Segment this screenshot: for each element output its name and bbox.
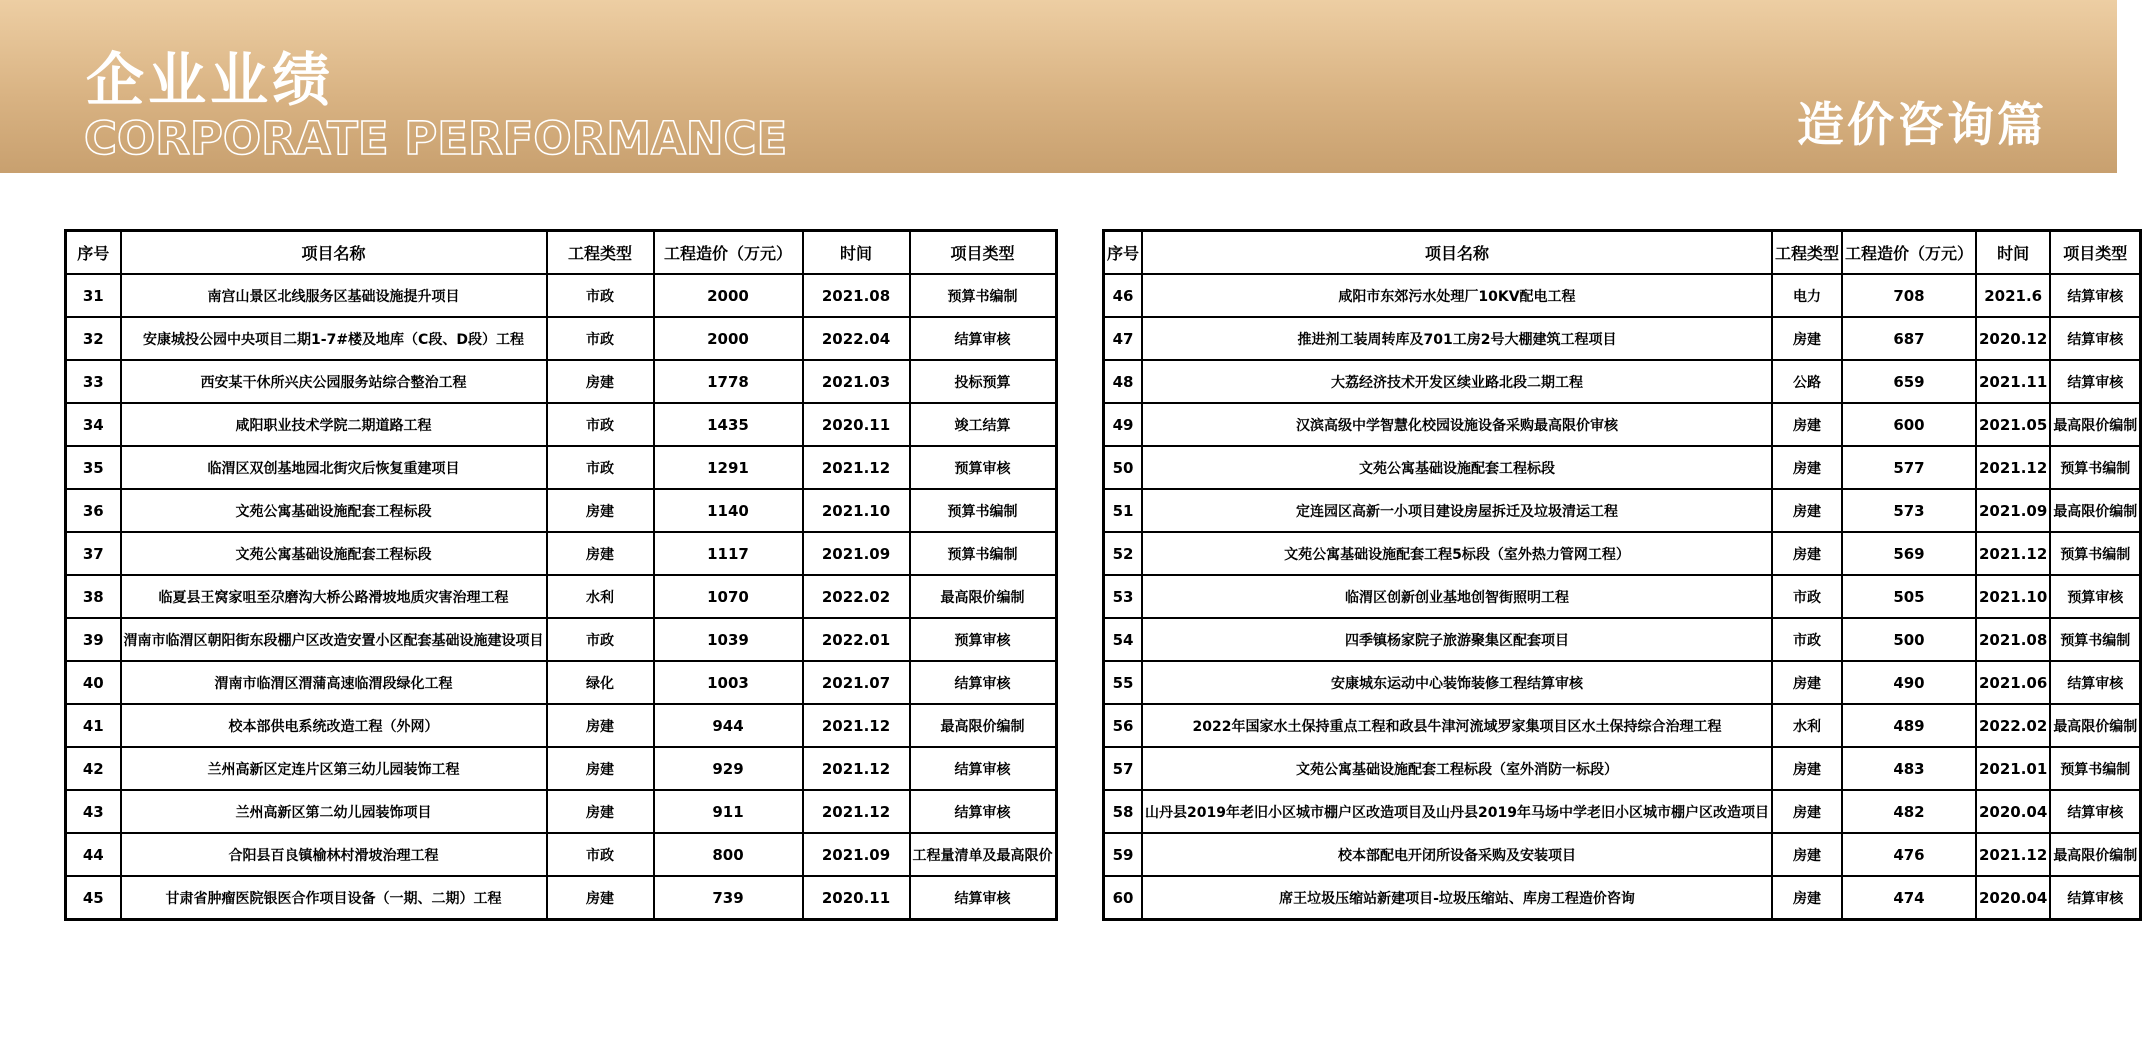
seq-cell: 35 [66,446,121,489]
date-cell: 2021.6 [1976,274,2050,317]
cost-cell: 708 [1842,274,1976,317]
seq-cell: 50 [1104,446,1143,489]
project-type-cell: 结算审核 [910,747,1057,790]
project-type-cell: 预算书编制 [910,532,1057,575]
table-row [1104,790,2141,833]
project-name-cell: 安康城东运动中心装饰装修工程结算审核 [1142,661,1772,704]
project-type-cell: 投标预算 [910,360,1057,403]
column-header-project-name: 项目名称 [121,231,547,275]
project-name-cell: 定连园区高新一小项目建设房屋拆迁及垃圾清运工程 [1142,489,1772,532]
project-type-cell: 结算审核 [2050,274,2141,317]
date-cell: 2021.05 [1976,403,2050,446]
cost-cell: 483 [1842,747,1976,790]
project-name-cell: 文苑公寓基础设施配套工程标段（室外消防一标段） [1142,747,1772,790]
engineering-type-cell: 房建 [547,704,654,747]
cost-cell: 600 [1842,403,1976,446]
project-type-cell: 预算书编制 [910,274,1057,317]
date-cell: 2021.10 [803,489,910,532]
project-name-cell: 咸阳职业技术学院二期道路工程 [121,403,547,446]
cost-cell: 474 [1842,876,1976,920]
project-name-cell: 临夏县王窝家咀至尕磨沟大桥公路滑坡地质灾害治理工程 [121,575,547,618]
table-row [1104,575,2141,618]
column-header-project-type: 项目类型 [910,231,1057,275]
engineering-type-cell: 房建 [547,489,654,532]
project-type-cell: 最高限价编制 [910,575,1057,618]
cost-cell: 659 [1842,360,1976,403]
cost-cell: 1039 [654,618,803,661]
project-type-cell: 结算审核 [2050,317,2141,360]
engineering-type-cell: 市政 [547,446,654,489]
cost-cell: 1435 [654,403,803,446]
project-type-cell: 预算审核 [910,618,1057,661]
engineering-type-cell: 房建 [547,790,654,833]
column-header-project-name: 项目名称 [1142,231,1772,275]
date-cell: 2022.02 [803,575,910,618]
date-cell: 2021.01 [1976,747,2050,790]
table-row [1104,403,2141,446]
engineering-type-cell: 市政 [547,274,654,317]
table-row [1104,489,2141,532]
seq-cell: 32 [66,317,121,360]
project-name-cell: 文苑公寓基础设施配套工程5标段（室外热力管网工程） [1142,532,1772,575]
seq-cell: 55 [1104,661,1143,704]
seq-cell: 36 [66,489,121,532]
project-name-cell: 临渭区双创基地园北街灾后恢复重建项目 [121,446,547,489]
performance-table-right [1102,229,2142,921]
engineering-type-cell: 绿化 [547,661,654,704]
project-name-cell: 四季镇杨家院子旅游聚集区配套项目 [1142,618,1772,661]
engineering-type-cell: 房建 [1772,790,1842,833]
project-name-cell: 文苑公寓基础设施配套工程标段 [121,489,547,532]
seq-cell: 56 [1104,704,1143,747]
column-header-cost: 工程造价（万元） [654,231,803,275]
cost-cell: 573 [1842,489,1976,532]
date-cell: 2020.04 [1976,790,2050,833]
project-type-cell: 结算审核 [2050,661,2141,704]
table-row [1104,833,2141,876]
date-cell: 2021.12 [1976,446,2050,489]
engineering-type-cell: 市政 [547,618,654,661]
date-cell: 2020.04 [1976,876,2050,920]
seq-cell: 49 [1104,403,1143,446]
section-title: 造价咨询篇 [1797,98,2047,153]
project-name-cell: 汉滨高级中学智慧化校园设施设备采购最高限价审核 [1142,403,1772,446]
engineering-type-cell: 电力 [1772,274,1842,317]
project-name-cell: 兰州高新区第二幼儿园装饰项目 [121,790,547,833]
project-type-cell: 预算书编制 [910,489,1057,532]
date-cell: 2021.12 [1976,833,2050,876]
engineering-type-cell: 房建 [1772,446,1842,489]
project-type-cell: 预算书编制 [2050,446,2141,489]
seq-cell: 43 [66,790,121,833]
date-cell: 2021.09 [803,833,910,876]
project-type-cell: 最高限价编制 [2050,833,2141,876]
table-row [1104,446,2141,489]
cost-cell: 1291 [654,446,803,489]
engineering-type-cell: 水利 [547,575,654,618]
table-row [66,747,1057,790]
page-title: 企业业绩 [86,46,335,114]
project-name-cell: 渭南市临渭区朝阳街东段棚户区改造安置小区配套基础设施建设项目 [121,618,547,661]
cost-cell: 2000 [654,317,803,360]
project-type-cell: 最高限价编制 [2050,489,2141,532]
cost-cell: 500 [1842,618,1976,661]
cost-cell: 1140 [654,489,803,532]
date-cell: 2022.01 [803,618,910,661]
engineering-type-cell: 房建 [547,360,654,403]
project-type-cell: 结算审核 [2050,790,2141,833]
seq-cell: 52 [1104,532,1143,575]
engineering-type-cell: 市政 [547,403,654,446]
engineering-type-cell: 水利 [1772,704,1842,747]
project-type-cell: 竣工结算 [910,403,1057,446]
date-cell: 2021.12 [803,446,910,489]
date-cell: 2020.12 [1976,317,2050,360]
project-name-cell: 兰州高新区定连片区第三幼儿园装饰工程 [121,747,547,790]
project-type-cell: 预算书编制 [2050,532,2141,575]
date-cell: 2021.09 [803,532,910,575]
date-cell: 2021.09 [1976,489,2050,532]
date-cell: 2021.12 [803,704,910,747]
seq-cell: 51 [1104,489,1143,532]
seq-cell: 53 [1104,575,1143,618]
project-name-cell: 2022年国家水土保持重点工程和政县牛津河流域罗家集项目区水土保持综合治理工程 [1142,704,1772,747]
table-row [1104,360,2141,403]
cost-cell: 490 [1842,661,1976,704]
performance-table-left [64,229,1058,921]
cost-cell: 489 [1842,704,1976,747]
seq-cell: 57 [1104,747,1143,790]
date-cell: 2021.03 [803,360,910,403]
project-name-cell: 校本部供电系统改造工程（外网） [121,704,547,747]
project-name-cell: 甘肃省肿瘤医院银医合作项目设备（一期、二期）工程 [121,876,547,920]
engineering-type-cell: 市政 [1772,575,1842,618]
project-name-cell: 大荔经济技术开发区续业路北段二期工程 [1142,360,1772,403]
engineering-type-cell: 房建 [1772,532,1842,575]
engineering-type-cell: 房建 [1772,661,1842,704]
project-name-cell: 校本部配电开闭所设备采购及安装项目 [1142,833,1772,876]
project-name-cell: 推进剂工装周转库及701工房2号大棚建筑工程项目 [1142,317,1772,360]
cost-cell: 1778 [654,360,803,403]
date-cell: 2021.06 [1976,661,2050,704]
table-row [1104,661,2141,704]
column-header-seq: 序号 [1104,231,1143,275]
date-cell: 2020.11 [803,403,910,446]
seq-cell: 45 [66,876,121,920]
date-cell: 2021.12 [1976,532,2050,575]
seq-cell: 42 [66,747,121,790]
engineering-type-cell: 房建 [1772,317,1842,360]
project-name-cell: 文苑公寓基础设施配套工程标段 [121,532,547,575]
engineering-type-cell: 房建 [1772,876,1842,920]
project-type-cell: 结算审核 [910,790,1057,833]
cost-cell: 569 [1842,532,1976,575]
table-header-row [1104,231,2141,275]
seq-cell: 37 [66,532,121,575]
project-name-cell: 南宫山景区北线服务区基础设施提升项目 [121,274,547,317]
cost-cell: 1117 [654,532,803,575]
cost-cell: 944 [654,704,803,747]
project-type-cell: 结算审核 [910,317,1057,360]
table-row [1104,747,2141,790]
column-header-seq: 序号 [66,231,121,275]
project-type-cell: 预算书编制 [2050,747,2141,790]
engineering-type-cell: 市政 [547,317,654,360]
table-row [66,790,1057,833]
seq-cell: 34 [66,403,121,446]
seq-cell: 40 [66,661,121,704]
engineering-type-cell: 市政 [1772,618,1842,661]
date-cell: 2021.08 [803,274,910,317]
engineering-type-cell: 公路 [1772,360,1842,403]
seq-cell: 31 [66,274,121,317]
table-row [66,876,1057,920]
engineering-type-cell: 房建 [547,747,654,790]
engineering-type-cell: 市政 [547,833,654,876]
project-name-cell: 西安某干休所兴庆公园服务站综合整治工程 [121,360,547,403]
column-header-engineering-type: 工程类型 [1772,231,1842,275]
project-type-cell: 最高限价编制 [2050,403,2141,446]
seq-cell: 58 [1104,790,1143,833]
seq-cell: 46 [1104,274,1143,317]
page-subtitle: CORPORATE PERFORMANCE [84,112,788,165]
column-header-date: 时间 [1976,231,2050,275]
engineering-type-cell: 房建 [1772,403,1842,446]
table-row [66,661,1057,704]
table-row [66,489,1057,532]
date-cell: 2022.04 [803,317,910,360]
cost-cell: 505 [1842,575,1976,618]
engineering-type-cell: 房建 [547,532,654,575]
project-name-cell: 席王垃圾压缩站新建项目-垃圾压缩站、库房工程造价咨询 [1142,876,1772,920]
project-name-cell: 安康城投公园中央项目二期1-7#楼及地库（C段、D段）工程 [121,317,547,360]
cost-cell: 739 [654,876,803,920]
project-name-cell: 渭南市临渭区渭蒲高速临渭段绿化工程 [121,661,547,704]
seq-cell: 38 [66,575,121,618]
table-row [66,704,1057,747]
project-name-cell: 山丹县2019年老旧小区城市棚户区改造项目及山丹县2019年马场中学老旧小区城市棚户区改造项目 [1142,790,1772,833]
seq-cell: 54 [1104,618,1143,661]
project-type-cell: 结算审核 [2050,360,2141,403]
table-row [66,360,1057,403]
seq-cell: 59 [1104,833,1143,876]
seq-cell: 39 [66,618,121,661]
engineering-type-cell: 房建 [1772,489,1842,532]
table-row [66,403,1057,446]
cost-cell: 476 [1842,833,1976,876]
table-row [1104,274,2141,317]
date-cell: 2021.07 [803,661,910,704]
project-name-cell: 临渭区创新创业基地创智街照明工程 [1142,575,1772,618]
date-cell: 2022.02 [1976,704,2050,747]
engineering-type-cell: 房建 [547,876,654,920]
table-row [1104,532,2141,575]
project-name-cell: 咸阳市东郊污水处理厂10KV配电工程 [1142,274,1772,317]
table-row [66,833,1057,876]
cost-cell: 1070 [654,575,803,618]
column-header-date: 时间 [803,231,910,275]
project-name-cell: 合阳县百良镇榆林村滑坡治理工程 [121,833,547,876]
seq-cell: 33 [66,360,121,403]
seq-cell: 48 [1104,360,1143,403]
engineering-type-cell: 房建 [1772,833,1842,876]
project-type-cell: 最高限价编制 [2050,704,2141,747]
column-header-cost: 工程造价（万元） [1842,231,1976,275]
cost-cell: 2000 [654,274,803,317]
cost-cell: 800 [654,833,803,876]
engineering-type-cell: 房建 [1772,747,1842,790]
project-type-cell: 最高限价编制 [910,704,1057,747]
date-cell: 2021.12 [803,790,910,833]
table-row [1104,876,2141,920]
seq-cell: 44 [66,833,121,876]
table-row [66,446,1057,489]
column-header-project-type: 项目类型 [2050,231,2141,275]
table-row [66,618,1057,661]
project-name-cell: 文苑公寓基础设施配套工程标段 [1142,446,1772,489]
project-type-cell: 结算审核 [910,876,1057,920]
cost-cell: 577 [1842,446,1976,489]
cost-cell: 911 [654,790,803,833]
table-row [66,532,1057,575]
project-type-cell: 结算审核 [910,661,1057,704]
table-row [1104,618,2141,661]
table-row [66,317,1057,360]
seq-cell: 41 [66,704,121,747]
cost-cell: 482 [1842,790,1976,833]
date-cell: 2021.11 [1976,360,2050,403]
project-type-cell: 结算审核 [2050,876,2141,920]
table-row [1104,317,2141,360]
project-type-cell: 预算审核 [910,446,1057,489]
seq-cell: 47 [1104,317,1143,360]
date-cell: 2021.08 [1976,618,2050,661]
table-row [1104,704,2141,747]
seq-cell: 60 [1104,876,1143,920]
project-type-cell: 工程量清单及最高限价 [910,833,1057,876]
cost-cell: 1003 [654,661,803,704]
date-cell: 2021.12 [803,747,910,790]
date-cell: 2020.11 [803,876,910,920]
project-type-cell: 预算书编制 [2050,618,2141,661]
table-header-row [66,231,1057,275]
table-row [66,575,1057,618]
table-row [66,274,1057,317]
project-type-cell: 预算审核 [2050,575,2141,618]
date-cell: 2021.10 [1976,575,2050,618]
cost-cell: 687 [1842,317,1976,360]
column-header-engineering-type: 工程类型 [547,231,654,275]
header-banner [0,0,2117,173]
cost-cell: 929 [654,747,803,790]
